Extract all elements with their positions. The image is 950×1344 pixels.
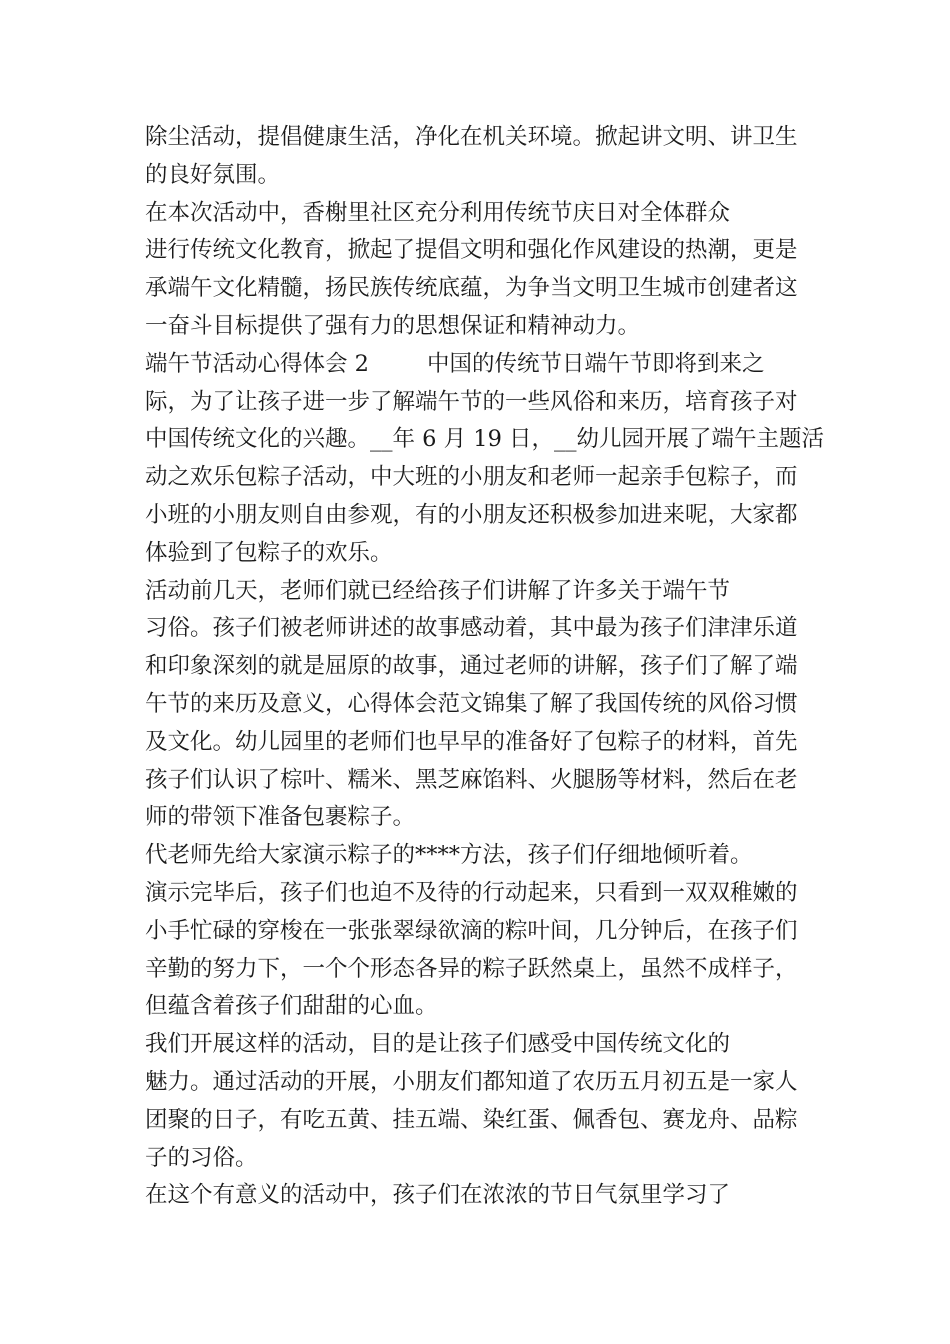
text-line: 但蕴含着孩子们甜甜的心血。	[145, 993, 438, 1020]
text-line: 孩子们认识了棕叶、糯米、黑芝麻馅料、火腿肠等材料，然后在老	[145, 766, 798, 793]
paragraph	[145, 573, 835, 838]
text-line: 辛勤的努力下，一个个形态各异的粽子跃然桌上，虽然不成样子，	[145, 955, 798, 982]
paragraph	[145, 346, 835, 573]
document-body	[145, 119, 835, 1215]
text-line: 除尘活动，提倡健康生活，净化在机关环境。掀起讲文明、讲卫生	[145, 124, 798, 150]
paragraph	[145, 119, 835, 195]
text-line: 演示完毕后，孩子们也迫不及待的行动起来，只看到一双双稚嫩的	[145, 879, 798, 906]
text-line: 一奋斗目标提供了强有力的思想保证和精神动力。	[145, 312, 641, 339]
text-line: 动之欢乐包粽子活动，中大班的小朋友和老师一起亲手包粽子，而	[145, 464, 798, 491]
text-line: 在本次活动中，香榭里社区充分利用传统节庆日对全体群众	[145, 199, 731, 226]
text-line: 及文化。幼儿园里的老师们也早早的准备好了包粽子的材料，首先	[145, 728, 798, 755]
paragraph	[145, 837, 835, 1026]
text-line: 团聚的日子，有吃五黄、挂五端、染红蛋、佩香包、赛龙舟、品粽	[145, 1106, 798, 1133]
text-line: 师的带领下准备包裹粽子。	[145, 804, 416, 831]
text-line: 中国传统文化的兴趣。__年 6 月 19 日，__幼儿园开展了端午主题活	[145, 426, 825, 453]
text-line: 我们开展这样的活动，目的是让孩子们感受中国传统文化的	[145, 1031, 731, 1058]
text-line: 魅力。通过活动的开展，小朋友们都知道了农历五月初五是一家人	[145, 1068, 798, 1095]
section-heading-line	[145, 346, 835, 384]
text-line: 子的习俗。	[145, 1144, 258, 1171]
text-line: 体验到了包粽子的欢乐。	[145, 539, 393, 566]
text-line: 承端午文化精髓，扬民族传统底蕴，为争当文明卫生城市创建者这	[145, 275, 798, 302]
paragraph	[145, 195, 835, 346]
text-line: 活动前几天，老师们就已经给孩子们讲解了许多关于端午节	[145, 577, 731, 604]
text-line: 小手忙碌的穿梭在一张张翠绿欲滴的粽叶间，几分钟后，在孩子们	[145, 917, 798, 944]
paragraph	[145, 1026, 835, 1177]
text-line: 和印象深刻的就是屈原的故事，通过老师的讲解，孩子们了解了端	[145, 653, 798, 680]
paragraph	[145, 1177, 835, 1215]
text-line: 际，为了让孩子进一步了解端午节的一些风俗和来历，培育孩子对	[145, 388, 798, 415]
text-line: 在这个有意义的活动中，孩子们在浓浓的节日气氛里学习了	[145, 1182, 731, 1209]
text-line: 午节的来历及意义，心得体会范文锦集了解了我国传统的风俗习惯	[145, 690, 798, 717]
text-line: 习俗。孩子们被老师讲述的故事感动着，其中最为孩子们津津乐道	[145, 615, 798, 642]
text-line: 代老师先给大家演示粽子的****方法，孩子们仔细地倾听着。	[145, 842, 753, 869]
text-line: 中国的传统节日端午节即将到来之	[426, 350, 765, 377]
text-line: 的良好氛围。	[145, 161, 281, 188]
text-line: 小班的小朋友则自由参观，有的小朋友还积极参加进来呢，大家都	[145, 501, 798, 528]
section-heading: 端午节活动心得体会 2	[145, 350, 369, 377]
text-line: 进行传统文化教育，掀起了提倡文明和强化作风建设的热潮，更是	[145, 237, 798, 264]
